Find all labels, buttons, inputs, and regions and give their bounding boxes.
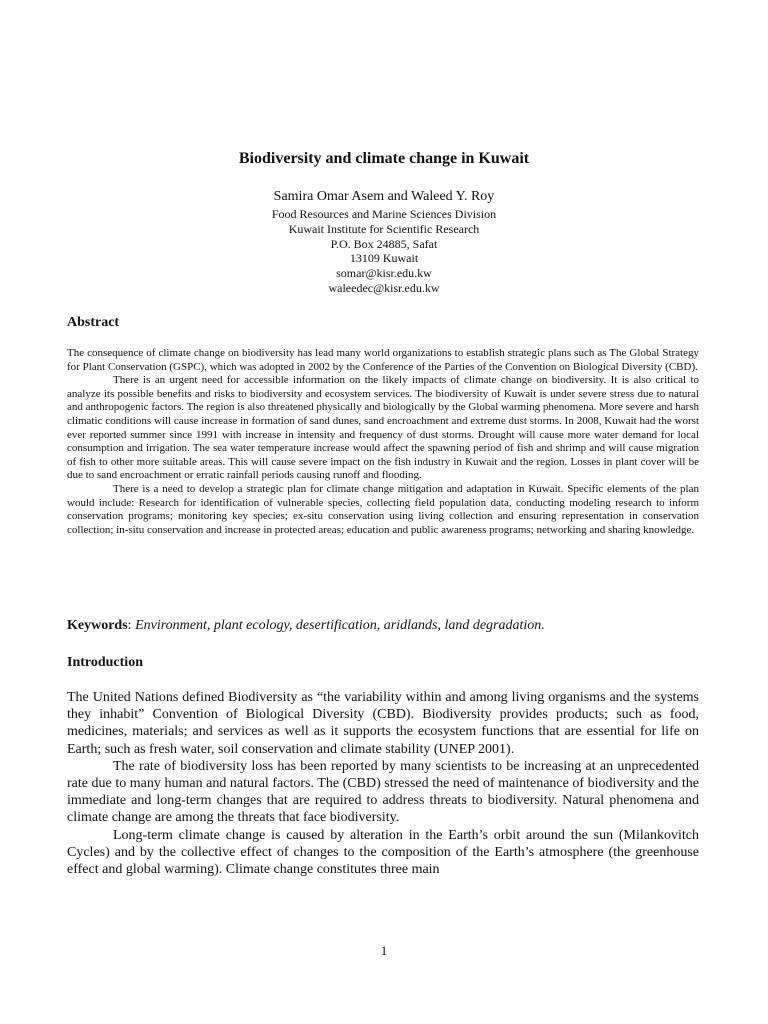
keywords-label: Keywords <box>67 618 128 633</box>
page-number: 1 <box>380 943 388 958</box>
affiliation-institute: Kuwait Institute for Scientific Research <box>288 221 480 236</box>
keywords-text: Environment, plant ecology, desertification, aridlands, land degradation. <box>135 618 545 633</box>
affiliation-email-2: waleedec@kisr.edu.kw <box>328 280 440 295</box>
paper-title: Biodiversity and climate change in Kuwait <box>238 150 530 167</box>
abstract-paragraph: The consequence of climate change on biodiversity has lead many world organizations to establish strategic plans such as The Global Strategy for Plant Conservation (GSPC), which was adopted in 2002 by the Conference of the Parties of the Convention on Biological Diversity (CBD). <box>67 347 699 373</box>
affiliation-postcode: 13109 Kuwait <box>349 251 419 266</box>
keywords-line <box>67 618 545 634</box>
abstract-paragraph: There is a need to develop a strategic plan for climate change mitigation and adaptation in Kuwait. Specific elements of the plan would include: Research for identification of vulnerable species, collecting field population data, conducting modeling research to inform conservation programs; monitoring key species; ex-situ conservation using living collection and ensuring representation in conservation collection; in-situ conservation and increase in protected areas; education and public awareness programs; networking and sharing knowledge. <box>67 482 699 536</box>
abstract-heading: Abstract <box>67 315 120 330</box>
affiliation-division: Food Resources and Marine Sciences Division <box>271 207 497 221</box>
abstract-body <box>67 347 699 537</box>
introduction-paragraph: Long-term climate change is caused by alteration in the Earth’s orbit around the sun (Milankovitch Cycles) and by the collective effect of changes to the composition of the Earth’s atmosphere (the greenhouse effect and global warming). Climate change constitutes three main <box>67 827 699 878</box>
affiliation-email-1: somar@kisr.edu.kw <box>336 266 432 281</box>
author-affiliation <box>0 207 768 296</box>
introduction-body <box>67 689 699 878</box>
introduction-heading: Introduction <box>67 655 143 670</box>
paper-authors: Samira Omar Asem and Waleed Y. Roy <box>273 189 495 204</box>
keywords-separator: : <box>127 618 136 633</box>
affiliation-po-box: P.O. Box 24885, Safat <box>330 236 438 251</box>
abstract-paragraph: There is an urgent need for accessible information on the likely impacts of climate change on biodiversity. It is also critical to analyze its possible benefits and risks to biodiversity and ecosystem services. The biodiversity of Kuwait is under severe stress due to natural and anthropogenic factors. The region is also threatened physically and biologically by the Global warming phenomena. More severe and harsh climatic conditions will cause increase in formation of sand dunes, sand encroachment and extreme dust storms. In 2008, Kuwait had the worst ever reported summer since 1991 with increase in intensity and frequency of dust storms. Drought will cause more water demand for local consumption and irrigation. The sea water temperature increase would affect the spawning period of fish and shrimp and will cause migration of fish to other more suitable areas. This will cause severe impact on the fish industry in Kuwait and the region. Losses in plant cover will be due to sand encroachment or erratic rainfall periods causing runoff and flooding. <box>67 374 699 482</box>
introduction-paragraph: The United Nations defined Biodiversity as “the variability within and among living organisms and the systems they inhabit” Convention of Biological Diversity (CBD). Biodiversity provides products; such as food, medicines, materials; and services as well as it supports the ecosystem functions that are essential for life on Earth; such as fresh water, soil conservation and climate stability (UNEP 2001). <box>67 690 699 757</box>
introduction-paragraph: The rate of biodiversity loss has been reported by many scientists to be increasing at an unprecedented rate due to many human and natural factors. The (CBD) stressed the need of maintenance of biodiversity and the immediate and long-term changes that are required to address threats to biodiversity. Natural phenomena and climate change are among the threats that face biodiversity. <box>67 758 699 826</box>
